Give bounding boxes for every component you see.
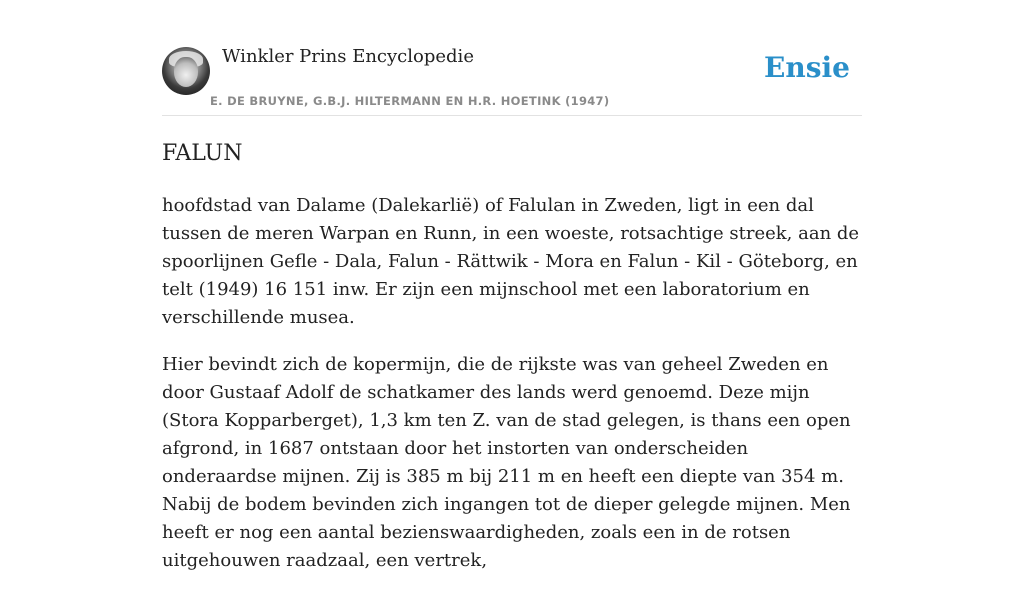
header-divider <box>162 115 862 116</box>
entry-title: FALUN <box>162 141 243 166</box>
entry-paragraph: hoofdstad van Dalame (Dalekarlië) of Falulan in Zweden, ligt in een dal tussen de meren Warpan en Runn, in een woeste, rotsachtige streek, aan de spoorlijnen Gefle - Dala, Falun - Rättwik - Mora en Falun - Kil - Göteborg, en telt (1949) 16 151 inw. Er zijn een mijnschool met een laboratorium en verschillende musea. <box>162 195 860 328</box>
portrait-face <box>174 57 198 87</box>
ensie-logo-link[interactable]: Ensie <box>764 51 850 84</box>
authors-byline: E. DE BRUYNE, G.B.J. HILTERMANN EN H.R. HOETINK (1947) <box>210 94 610 108</box>
entry-paragraph: Hier bevindt zich de kopermijn, die de rijkste was van geheel Zweden en door Gustaaf Adolf de schatkamer des lands werd genoemd. Deze mijn (Stora Kopparberget), 1,3 km ten Z. van de stad gelegen, is thans een open afgrond, in 1687 ontstaan door het instorten van onderscheiden onderaardse mijnen. Zij is 385 m bij 211 m en heeft een diepte van 354 m. Nabij de bodem bevinden zich ingangen tot de dieper gelegde mijnen. Men heeft er nog een aantal bezienswaardigheden, zoals een in de rotsen uitgehouwen raadzaal, een vertrek, <box>162 354 851 571</box>
site-title[interactable]: Winkler Prins Encyclopedie <box>222 46 474 67</box>
author-portrait-icon <box>162 47 210 95</box>
entry-body <box>162 192 862 594</box>
